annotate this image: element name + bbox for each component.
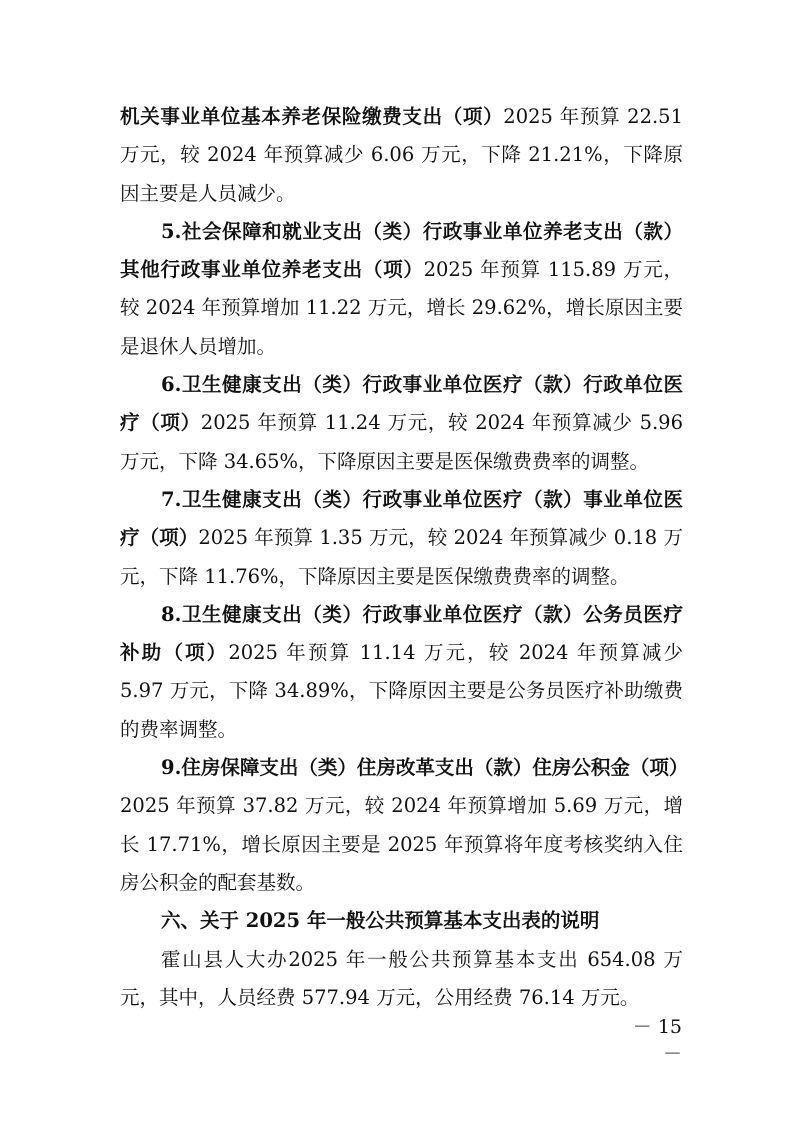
paragraph-text: 2025 年预算 37.82 万元，较 2024 年预算增加 5.69 万元，增长 17.71%，增长原因主要是 2025 年预算将年度考核奖纳入住房公积金的配套基数。	[120, 794, 683, 894]
paragraph-bold-lead: 6.卫生健康支出（类）行政事业单位医疗（款）行政单位医疗（项）	[120, 373, 683, 435]
paragraph-text: 2025 年预算 11.24 万元，较 2024 年预算减少 5.96 万元，下降 34.65%，下降原因主要是医保缴费费率的调整。	[120, 411, 683, 473]
paragraph-bold-lead: 9.住房保障支出（类）住房改革支出（款）住房公积金（项）	[161, 756, 689, 780]
paragraph-text: 2025 年预算 11.14 万元，较 2024 年预算减少 5.97 万元，下降 34.89%，下降原因主要是公务员医疗补助缴费的费率调整。	[120, 641, 683, 741]
paragraph-item-7	[120, 481, 683, 596]
paragraph-item-6	[120, 366, 683, 481]
paragraph-item-5	[120, 213, 683, 366]
document-body	[120, 98, 689, 1017]
summary-paragraph: 霍山县人大办2025 年一般公共预算基本支出 654.08 万元，其中，人员经费 577.94 万元，公用经费 76.14 万元。	[120, 947, 683, 1009]
paragraph-bold-lead: 机关事业单位基本养老保险缴费支出（项）	[120, 105, 504, 128]
paragraph-bold-lead: 5.社会保障和就业支出（类）行政事业单位养老支出（款）其他行政事业单位养老支出（项）	[120, 219, 683, 282]
paragraph-bold-lead: 7.卫生健康支出（类）行政事业单位医疗（款）事业单位医疗（项）	[120, 487, 683, 550]
paragraph-item-8	[120, 596, 683, 749]
paragraph-text: 2025 年预算 115.89 万元，较 2024 年预算增加 11.22 万元，增长 29.62%，增长原因主要是退休人员增加。	[120, 258, 683, 358]
paragraph-item-9	[120, 749, 689, 902]
paragraph-bold-lead: 8.卫生健康支出（类）行政事业单位医疗（款）公务员医疗补助（项）	[120, 602, 683, 665]
page-number: － 15 －	[632, 1016, 682, 1065]
paragraph-text: 2025 年预算 1.35 万元，较 2024 年预算减少 0.18 万元，下降 11.76%，下降原因主要是医保缴费费率的调整。	[120, 526, 683, 588]
paragraph-pension-insurance	[120, 98, 683, 213]
paragraph-text: 2025 年预算 22.51 万元，较 2024 年预算减少 6.06 万元，下降 21.21%，下降原因主要是人员减少。	[120, 105, 683, 205]
section-heading: 六、关于 2025 年一般公共预算基本支出表的说明	[161, 909, 600, 933]
